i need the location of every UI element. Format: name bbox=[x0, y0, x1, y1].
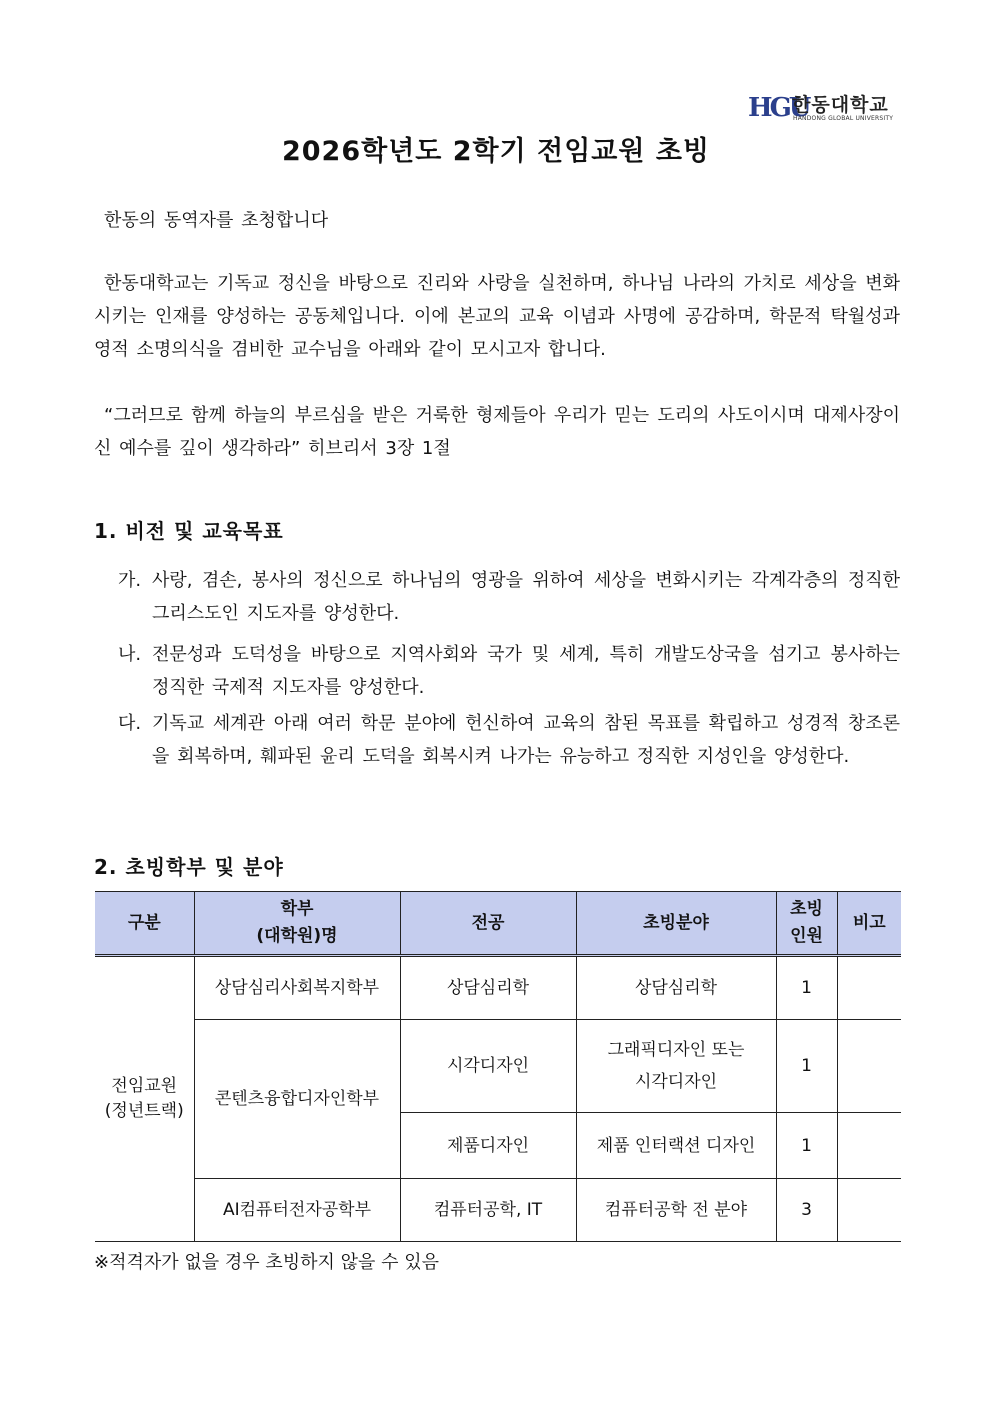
intro-paragraph: 한동대학교는 기독교 정신을 바탕으로 진리와 사랑을 실천하며, 하나님 나라의 가치로 세상을 변화시키는 인재를 양성하는 공동체입니다. 이에 본교의 교육 이념과 사명에 공감하며, 학문적 탁월성과 영적 소명의식을 겸비한 교수님을 아래와 같이 모시고자 합니다. bbox=[94, 273, 900, 360]
table-row bbox=[95, 1179, 901, 1242]
remark-cell bbox=[837, 1179, 901, 1242]
recruitment-table bbox=[95, 891, 901, 1242]
hgu-logo-mark: HGU bbox=[748, 93, 809, 123]
header-count: 초빙 인원 bbox=[776, 892, 837, 956]
logo-name: 한동대학교 bbox=[792, 94, 889, 116]
goal-text: 기독교 세계관 아래 여러 학문 분야에 헌신하여 교육의 참된 목표를 확립하고 성경적 창조론을 회복하며, 훼파된 윤리 도덕을 회복시켜 나가는 유능하고 정직한 지성인을 양성한다. bbox=[152, 713, 900, 767]
remark-cell bbox=[837, 1020, 901, 1113]
field-cell: 제품 인터랙션 디자인 bbox=[576, 1113, 776, 1179]
remark-cell bbox=[837, 1113, 901, 1179]
field-cell: 컴퓨터공학 전 분야 bbox=[576, 1179, 776, 1242]
goal-marker: 나. bbox=[118, 644, 142, 665]
category-cell: 전임교원 (정년트랙) bbox=[95, 956, 194, 1242]
count-cell: 3 bbox=[776, 1179, 837, 1242]
dept-cell: 콘텐츠융합디자인학부 bbox=[194, 1020, 400, 1179]
table-note: ※적격자가 없을 경우 초빙하지 않을 수 있음 bbox=[94, 1252, 440, 1273]
field-cell: 그래픽디자인 또는 시각디자인 bbox=[576, 1020, 776, 1113]
goal-marker: 다. bbox=[118, 713, 142, 734]
header-major: 전공 bbox=[400, 892, 576, 956]
table-row bbox=[95, 1020, 901, 1113]
count-cell: 1 bbox=[776, 1020, 837, 1113]
field-cell: 상담심리학 bbox=[576, 956, 776, 1020]
goal-item bbox=[118, 564, 900, 630]
major-cell: 시각디자인 bbox=[400, 1020, 576, 1113]
header-category: 구분 bbox=[95, 892, 194, 956]
goal-text: 사랑, 겸손, 봉사의 정신으로 하나님의 영광을 위하여 세상을 변화시키는 각계각층의 정직한 그리스도인 지도자를 양성한다. bbox=[152, 570, 900, 624]
count-cell: 1 bbox=[776, 1113, 837, 1179]
count-cell: 1 bbox=[776, 956, 837, 1020]
major-cell: 제품디자인 bbox=[400, 1113, 576, 1179]
header-field: 초빙분야 bbox=[576, 892, 776, 956]
goal-text: 전문성과 도덕성을 바탕으로 지역사회와 국가 및 세계, 특히 개발도상국을 섬기고 봉사하는 정직한 국제적 지도자를 양성한다. bbox=[152, 644, 900, 698]
table-header-row bbox=[95, 892, 901, 956]
remark-cell bbox=[837, 956, 901, 1020]
header-department: 학부 (대학원)명 bbox=[194, 892, 400, 956]
goal-item bbox=[118, 707, 900, 773]
section2-heading: 2. 초빙학부 및 분야 bbox=[94, 855, 284, 879]
bible-verse: “그러므로 함께 하늘의 부르심을 받은 거룩한 형제들아 우리가 믿는 도리의 사도이시며 대제사장이신 예수를 깊이 생각하라” 히브리서 3장 1절 bbox=[94, 405, 900, 459]
table-row bbox=[95, 956, 901, 1020]
section1-heading: 1. 비전 및 교육목표 bbox=[94, 519, 284, 543]
greeting: 한동의 동역자를 초청합니다 bbox=[104, 210, 329, 231]
dept-cell: AI컴퓨터전자공학부 bbox=[194, 1179, 400, 1242]
goal-marker: 가. bbox=[118, 570, 142, 591]
dept-cell: 상담심리사회복지학부 bbox=[194, 956, 400, 1020]
major-cell: 상담심리학 bbox=[400, 956, 576, 1020]
university-logo bbox=[748, 88, 898, 128]
header-remark: 비고 bbox=[837, 892, 901, 956]
logo-subtitle: HANDONG GLOBAL UNIVERSITY bbox=[793, 115, 894, 122]
page-title: 2026학년도 2학기 전임교원 초빙 bbox=[281, 136, 711, 167]
goal-item bbox=[118, 638, 900, 704]
major-cell: 컴퓨터공학, IT bbox=[400, 1179, 576, 1242]
